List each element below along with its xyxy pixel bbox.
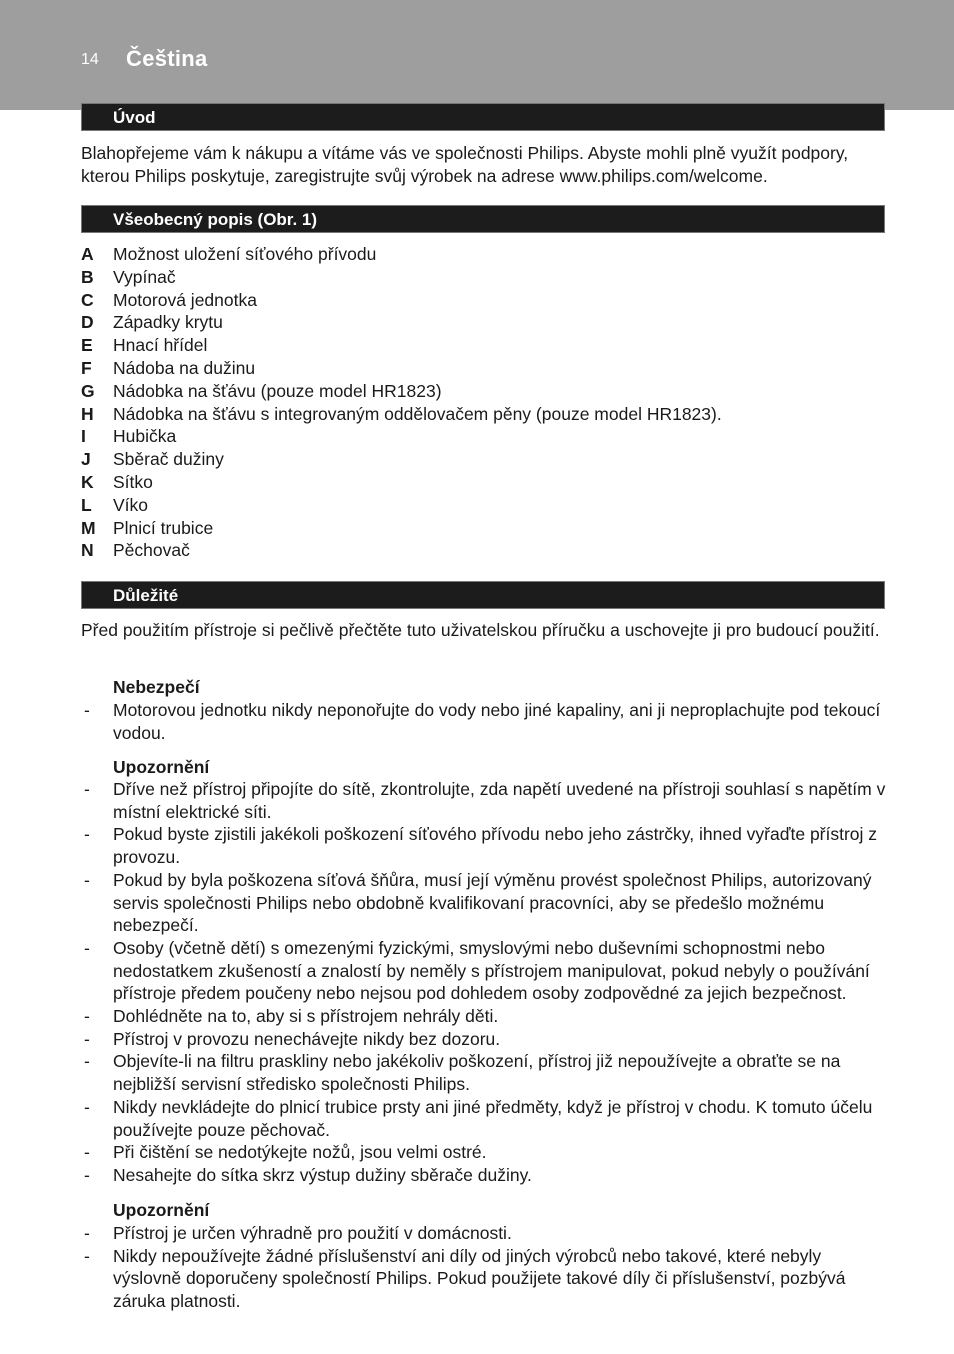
list-item xyxy=(81,243,891,266)
list-item xyxy=(81,937,891,1005)
list-item xyxy=(81,1245,891,1313)
part-label: Sběrač dužiny xyxy=(113,449,224,470)
list-item xyxy=(81,1164,891,1187)
list-item xyxy=(81,778,891,823)
part-letter: D xyxy=(81,312,94,333)
bullet-dash: - xyxy=(84,1028,90,1049)
list-item xyxy=(81,357,891,380)
list-item xyxy=(81,869,891,937)
page-number: 14 xyxy=(81,51,99,68)
list-item xyxy=(81,1222,891,1245)
bullet-text: Přístroj v provozu nenechávejte nikdy bez dozoru. xyxy=(113,1028,501,1049)
bullet-dash: - xyxy=(84,1096,90,1117)
bullet-dash: - xyxy=(84,1164,90,1185)
section-header-important xyxy=(81,581,885,609)
list-item xyxy=(81,1096,891,1141)
part-letter: L xyxy=(81,494,92,515)
bullet-dash: - xyxy=(84,1142,90,1163)
part-letter: J xyxy=(81,449,91,470)
parts-list xyxy=(81,243,891,562)
section-header-intro xyxy=(81,103,885,131)
important-paragraph: Před použitím přístroje si pečlivě přečtěte tuto uživatelskou příručku a uschovejte ji pro budoucí použití. xyxy=(81,620,880,640)
list-item xyxy=(81,403,891,426)
part-letter: N xyxy=(81,540,94,561)
warning-list xyxy=(81,778,891,1187)
part-label: Západky krytu xyxy=(113,312,223,333)
part-letter: C xyxy=(81,289,94,310)
bullet-text: Dohlédněte na to, aby si s přístrojem nehrály děti. xyxy=(113,1006,499,1027)
bullet-text: Motorovou jednotku nikdy neponořujte do vody nebo jiné kapaliny, ani ji neproplachujte pod tekoucí vodou. xyxy=(113,700,881,743)
part-label: Nádoba na dužinu xyxy=(113,357,256,378)
part-letter: G xyxy=(81,380,95,401)
bullet-text: Nikdy nevkládejte do plnicí trubice prsty ani jiné předměty, když je přístroj v chodu. K tomuto účelu používejte pouze pěchovač. xyxy=(113,1096,873,1140)
part-label: Sítko xyxy=(113,471,153,492)
bullet-text: Dříve než přístroj připojíte do sítě, zkontrolujte, zda napětí uvedené na přístroji souhlasí s napětím v místní elektrické síti. xyxy=(113,779,886,822)
list-item xyxy=(81,517,891,540)
list-item xyxy=(81,1050,891,1095)
part-label: Pěchovač xyxy=(113,540,190,561)
caution-list xyxy=(81,1222,891,1313)
list-item xyxy=(81,494,891,517)
part-label: Možnost uložení síťového přívodu xyxy=(113,244,377,264)
bullet-text: Při čištění se nedotýkejte nožů, jsou velmi ostré. xyxy=(113,1142,487,1163)
list-item xyxy=(81,448,891,471)
list-item xyxy=(81,471,891,494)
list-item xyxy=(81,266,891,289)
list-item xyxy=(81,311,891,334)
part-letter: H xyxy=(81,403,94,424)
list-item xyxy=(81,380,891,403)
part-label: Hubička xyxy=(113,426,177,447)
section-title-important: Důležité xyxy=(113,586,179,605)
section-header-general xyxy=(81,205,885,233)
part-letter: B xyxy=(81,266,94,287)
part-label: Motorová jednotka xyxy=(113,289,257,310)
bullet-dash: - xyxy=(84,700,90,720)
part-label: Nádobka na šťávu s integrovaným oddělovačem pěny (pouze model HR1823). xyxy=(113,403,722,424)
bullet-text: Přístroj je určen výhradně pro použití v domácnosti. xyxy=(113,1223,512,1243)
bullet-dash: - xyxy=(84,1245,90,1266)
warning-heading: Upozornění xyxy=(113,757,210,777)
part-letter: M xyxy=(81,517,96,538)
bullet-dash: - xyxy=(84,1006,90,1027)
list-item xyxy=(81,1141,891,1164)
part-letter: F xyxy=(81,357,92,378)
bullet-text: Osoby (včetně dětí) s omezenými fyzickými, smyslovými nebo duševními schopnostmi nebo nedostatkem zkušeností a znalostí by neměly s přístrojem manipulovat, pokud nebyly o používání přístroje předem poučeny nebo nejsou pod dohledem osoby zodpovědné za jejich bezpečnost. xyxy=(113,937,870,1004)
part-label: Víko xyxy=(113,494,149,515)
part-label: Nádobka na šťávu (pouze model HR1823) xyxy=(113,380,442,401)
section-title-intro: Úvod xyxy=(113,108,156,127)
part-letter: E xyxy=(81,335,93,356)
bullet-dash: - xyxy=(84,937,90,958)
list-item xyxy=(81,1028,891,1051)
list-item xyxy=(81,1005,891,1028)
danger-list xyxy=(81,699,891,744)
bullet-text: Pokud byste zjistili jakékoli poškození síťového přívodu nebo jeho zástrčky, ihned vyřaďte přístroj z provozu. xyxy=(113,824,878,868)
language-title: Čeština xyxy=(126,46,208,71)
bullet-text: Objevíte-li na filtru praskliny nebo jakékoliv poškození, přístroj již nepoužívejte a obraťte se na nejbližší servisní středisko společnosti Philips. xyxy=(113,1051,841,1095)
part-letter: K xyxy=(81,471,94,492)
bullet-dash: - xyxy=(84,824,90,845)
bullet-text: Nesahejte do sítka skrz výstup dužiny sběrače dužiny. xyxy=(113,1164,532,1185)
danger-heading: Nebezpečí xyxy=(113,677,200,697)
bullet-dash: - xyxy=(84,1223,90,1243)
section-title-general: Všeobecný popis (Obr. 1) xyxy=(113,210,318,229)
part-letter: A xyxy=(81,244,94,264)
intro-paragraph: Blahopřejeme vám k nákupu a vítáme vás ve společnosti Philips. Abyste mohli plně využít podpory, kterou Philips poskytuje, zaregistrujte svůj výrobek na adrese www.philips.com/welcome. xyxy=(81,143,849,186)
bullet-dash: - xyxy=(84,869,90,890)
bullet-text: Nikdy nepoužívejte žádné příslušenství ani díly od jiných výrobců nebo takové, které nebyly výslovně doporučeny společností Philips. Pokud použijete takové díly či příslušenství, pozbývá záruka platnosti. xyxy=(113,1245,846,1312)
bullet-dash: - xyxy=(84,779,90,799)
bullet-text: Pokud by byla poškozena síťová šňůra, musí její výměnu provést společnost Philips, autorizovaný servis společnosti Philips nebo obdobně kvalifikovaní pracovníci, aby se předešlo možnému nebezpečí. xyxy=(113,869,872,936)
caution-heading: Upozornění xyxy=(113,1200,210,1220)
list-item xyxy=(81,699,891,744)
part-letter: I xyxy=(81,426,86,447)
list-item xyxy=(81,334,891,357)
part-label: Hnací hřídel xyxy=(113,335,208,356)
list-item xyxy=(81,539,891,562)
list-item xyxy=(81,823,891,868)
list-item xyxy=(81,289,891,312)
bullet-dash: - xyxy=(84,1051,90,1072)
part-label: Plnicí trubice xyxy=(113,517,214,538)
part-label: Vypínač xyxy=(113,266,176,287)
list-item xyxy=(81,425,891,448)
